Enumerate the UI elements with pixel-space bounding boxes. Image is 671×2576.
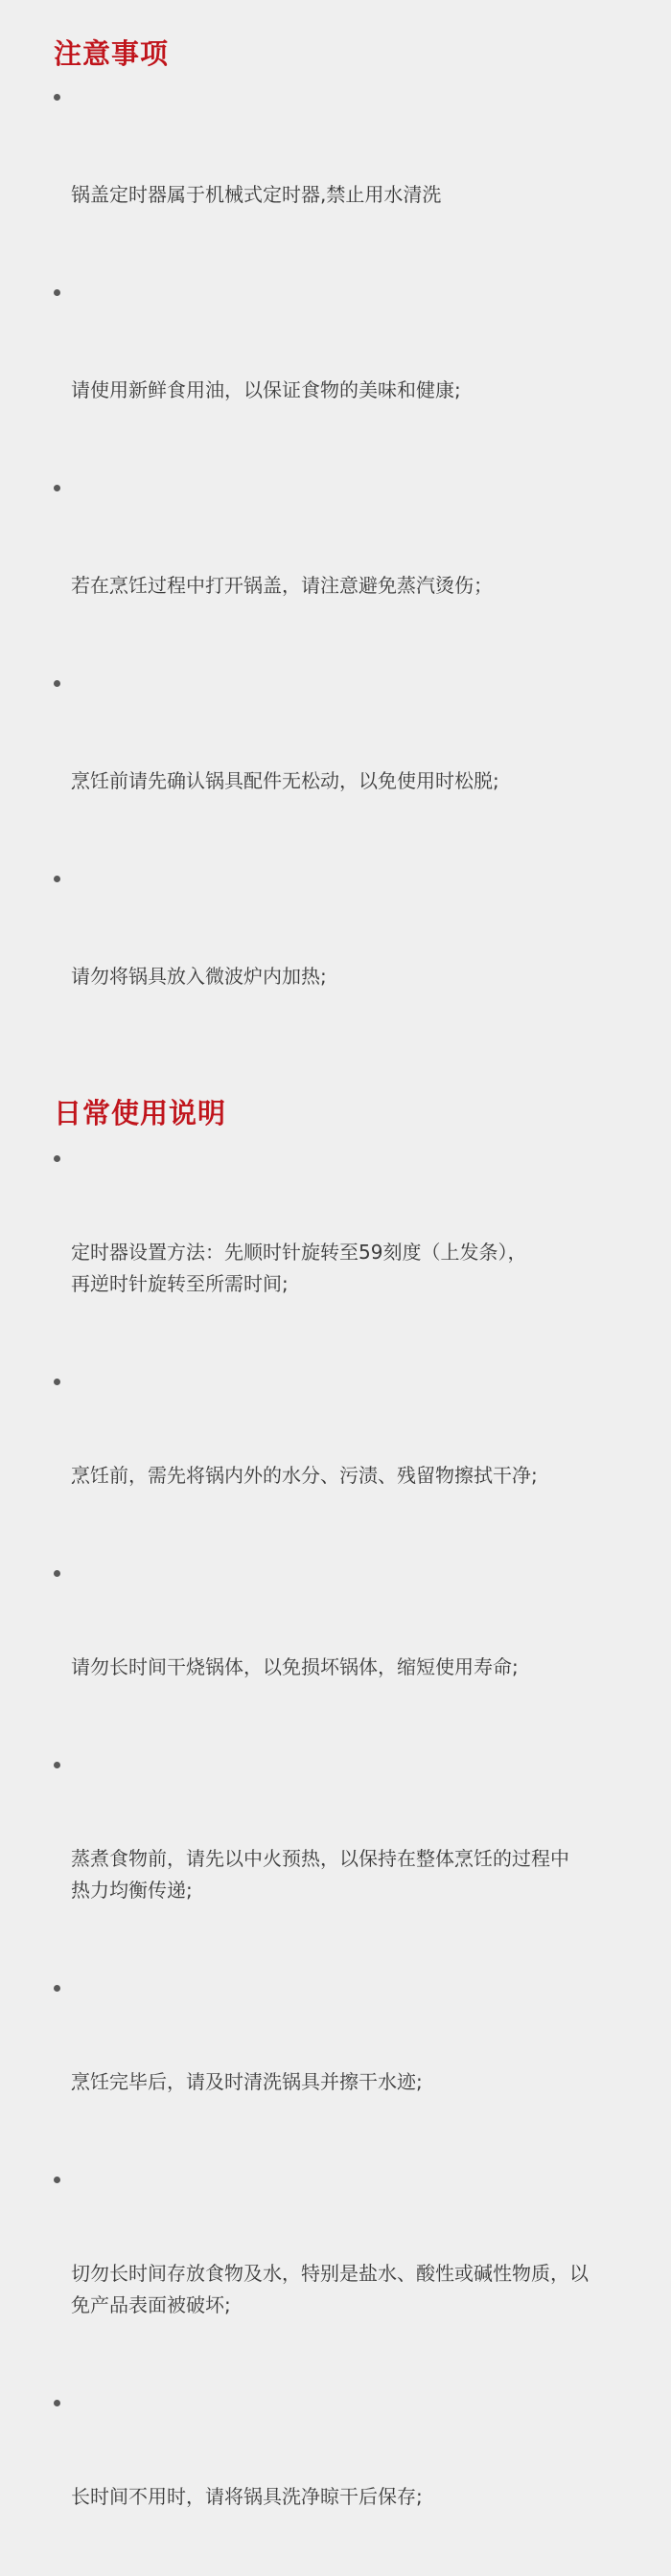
bullet-icon <box>54 2400 60 2406</box>
list-item <box>54 1557 625 1746</box>
list-item-text: 切勿长时间存放食物及水，特别是盐水、酸性或碱性物质，以 免产品表面被破坏; <box>71 2262 589 2316</box>
list-item <box>54 276 625 471</box>
daily-use-section <box>54 1094 625 2576</box>
list-item-text: 请勿将锅具放入微波炉内加热; <box>71 965 327 988</box>
list-item-text: 烹饪前，需先将锅内外的水分、污渍、残留物擦拭干净; <box>71 1464 538 1487</box>
bullet-icon <box>54 1985 60 1992</box>
list-item-text: 定时器设置方法：先顺时针旋转至59刻度（上发条）， 再逆时针旋转至所需时间; <box>71 1241 527 1295</box>
bullet-icon <box>54 94 60 101</box>
list-item <box>54 1972 625 2161</box>
list-item <box>54 2386 625 2576</box>
list-item-text: 请勿长时间干烧锅体，以免损坏锅体，缩短使用寿命; <box>71 1655 519 1678</box>
list-item-text: 若在烹饪过程中打开锅盖，请注意避免蒸汽烫伤； <box>71 574 493 597</box>
list-item <box>54 667 625 862</box>
bullet-icon <box>54 1379 60 1385</box>
list-item-text: 烹饪完毕后，请及时清洗锅具并擦干水迹; <box>71 2070 423 2093</box>
list-item <box>54 862 625 1058</box>
list-item <box>54 80 625 276</box>
precautions-title: 注意事项 <box>54 37 170 70</box>
bullet-icon <box>54 1762 60 1768</box>
list-item-text: 蒸煮食物前，请先以中火预热，以保持在整体烹饪的过程中 热力均衡传递; <box>71 1847 569 1902</box>
bullet-icon <box>54 485 60 491</box>
bullet-icon <box>54 289 60 296</box>
daily-use-list <box>54 1142 625 2576</box>
list-item-text: 请使用新鲜食用油，以保证食物的美味和健康; <box>71 378 461 401</box>
list-item <box>54 471 625 667</box>
precautions-list <box>54 80 625 1058</box>
list-item-text: 锅盖定时器属于机械式定时器,禁止用水清洗 <box>71 183 442 206</box>
list-item <box>54 1142 625 1363</box>
bullet-icon <box>54 680 60 687</box>
list-item <box>54 1748 625 1970</box>
list-item <box>54 2163 625 2384</box>
daily-use-title: 日常使用说明 <box>54 1097 227 1129</box>
list-item-text: 长时间不用时，请将锅具洗净晾干后保存; <box>71 2485 423 2508</box>
bullet-icon <box>54 1155 60 1162</box>
list-item-text: 烹饪前请先确认锅具配件无松动，以免使用时松脱; <box>71 769 499 792</box>
precautions-section <box>54 34 625 1058</box>
list-item <box>54 1365 625 1555</box>
bullet-icon <box>54 1570 60 1577</box>
bullet-icon <box>54 2177 60 2183</box>
bullet-icon <box>54 876 60 882</box>
